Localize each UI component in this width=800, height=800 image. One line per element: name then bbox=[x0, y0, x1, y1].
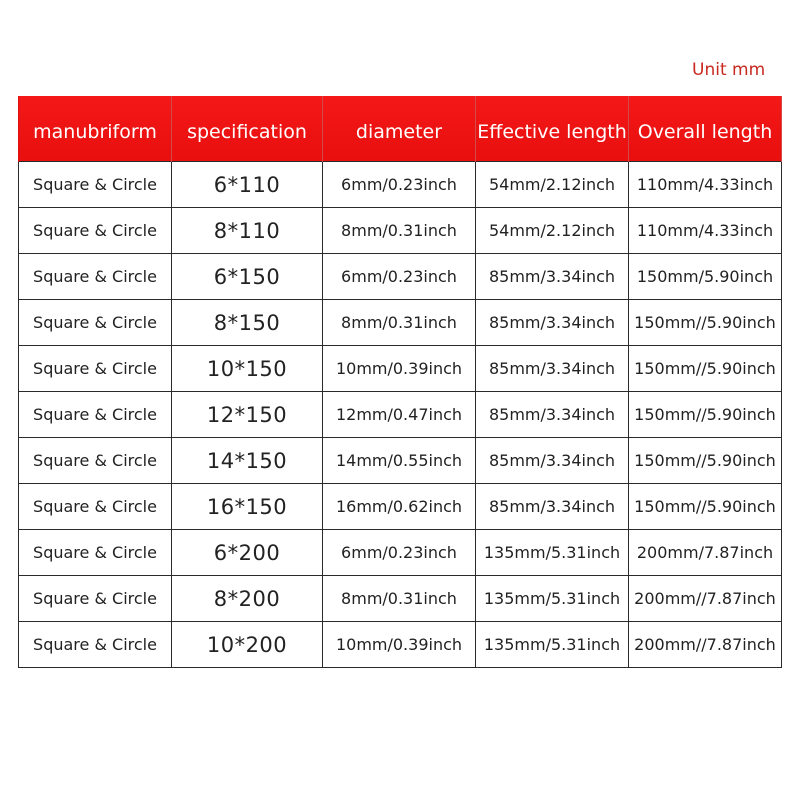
cell-overall-length: 110mm/4.33inch bbox=[629, 208, 782, 254]
cell-diameter: 8mm/0.31inch bbox=[323, 576, 476, 622]
table-row bbox=[19, 254, 782, 300]
cell-diameter: 8mm/0.31inch bbox=[323, 300, 476, 346]
cell-effective-length: 54mm/2.12inch bbox=[476, 208, 629, 254]
cell-diameter: 6mm/0.23inch bbox=[323, 530, 476, 576]
table-row bbox=[19, 438, 782, 484]
table-row bbox=[19, 576, 782, 622]
cell-diameter: 8mm/0.31inch bbox=[323, 208, 476, 254]
cell-specification: 8*110 bbox=[172, 208, 323, 254]
cell-effective-length: 135mm/5.31inch bbox=[476, 622, 629, 668]
cell-diameter: 6mm/0.23inch bbox=[323, 162, 476, 208]
header-specification: specification bbox=[172, 96, 323, 162]
cell-overall-length: 150mm//5.90inch bbox=[629, 484, 782, 530]
cell-manubriform: Square & Circle bbox=[19, 346, 172, 392]
table-row bbox=[19, 162, 782, 208]
cell-overall-length: 200mm/7.87inch bbox=[629, 530, 782, 576]
header-effective-length: Effective length bbox=[476, 96, 629, 162]
cell-overall-length: 200mm//7.87inch bbox=[629, 622, 782, 668]
cell-specification: 6*110 bbox=[172, 162, 323, 208]
cell-manubriform: Square & Circle bbox=[19, 438, 172, 484]
cell-overall-length: 150mm//5.90inch bbox=[629, 300, 782, 346]
table-row bbox=[19, 392, 782, 438]
cell-specification: 6*150 bbox=[172, 254, 323, 300]
cell-diameter: 6mm/0.23inch bbox=[323, 254, 476, 300]
cell-specification: 8*200 bbox=[172, 576, 323, 622]
cell-overall-length: 150mm//5.90inch bbox=[629, 346, 782, 392]
cell-manubriform: Square & Circle bbox=[19, 392, 172, 438]
cell-effective-length: 85mm/3.34inch bbox=[476, 300, 629, 346]
cell-manubriform: Square & Circle bbox=[19, 254, 172, 300]
cell-overall-length: 150mm/5.90inch bbox=[629, 254, 782, 300]
table-row bbox=[19, 484, 782, 530]
table-row bbox=[19, 300, 782, 346]
cell-effective-length: 85mm/3.34inch bbox=[476, 254, 629, 300]
table-row bbox=[19, 622, 782, 668]
cell-effective-length: 85mm/3.34inch bbox=[476, 438, 629, 484]
cell-diameter: 10mm/0.39inch bbox=[323, 346, 476, 392]
header-manubriform: manubriform bbox=[19, 96, 172, 162]
cell-specification: 10*150 bbox=[172, 346, 323, 392]
cell-effective-length: 135mm/5.31inch bbox=[476, 576, 629, 622]
table-row bbox=[19, 208, 782, 254]
cell-manubriform: Square & Circle bbox=[19, 162, 172, 208]
cell-effective-length: 54mm/2.12inch bbox=[476, 162, 629, 208]
cell-manubriform: Square & Circle bbox=[19, 300, 172, 346]
cell-manubriform: Square & Circle bbox=[19, 622, 172, 668]
cell-effective-length: 135mm/5.31inch bbox=[476, 530, 629, 576]
table-row bbox=[19, 346, 782, 392]
cell-specification: 16*150 bbox=[172, 484, 323, 530]
cell-specification: 8*150 bbox=[172, 300, 323, 346]
cell-effective-length: 85mm/3.34inch bbox=[476, 392, 629, 438]
cell-overall-length: 110mm/4.33inch bbox=[629, 162, 782, 208]
cell-manubriform: Square & Circle bbox=[19, 530, 172, 576]
cell-specification: 10*200 bbox=[172, 622, 323, 668]
cell-specification: 12*150 bbox=[172, 392, 323, 438]
cell-manubriform: Square & Circle bbox=[19, 576, 172, 622]
header-row bbox=[19, 96, 782, 162]
cell-specification: 14*150 bbox=[172, 438, 323, 484]
header-overall-length: Overall length bbox=[629, 96, 782, 162]
cell-diameter: 10mm/0.39inch bbox=[323, 622, 476, 668]
cell-effective-length: 85mm/3.34inch bbox=[476, 484, 629, 530]
cell-overall-length: 150mm//5.90inch bbox=[629, 392, 782, 438]
header-diameter: diameter bbox=[323, 96, 476, 162]
cell-diameter: 14mm/0.55inch bbox=[323, 438, 476, 484]
specification-table bbox=[18, 96, 782, 668]
table-body bbox=[19, 162, 782, 668]
cell-manubriform: Square & Circle bbox=[19, 484, 172, 530]
table-row bbox=[19, 530, 782, 576]
table-header bbox=[19, 96, 782, 162]
cell-overall-length: 150mm//5.90inch bbox=[629, 438, 782, 484]
cell-diameter: 12mm/0.47inch bbox=[323, 392, 476, 438]
unit-label: Unit mm bbox=[692, 60, 766, 80]
cell-diameter: 16mm/0.62inch bbox=[323, 484, 476, 530]
cell-overall-length: 200mm//7.87inch bbox=[629, 576, 782, 622]
cell-manubriform: Square & Circle bbox=[19, 208, 172, 254]
cell-specification: 6*200 bbox=[172, 530, 323, 576]
cell-effective-length: 85mm/3.34inch bbox=[476, 346, 629, 392]
